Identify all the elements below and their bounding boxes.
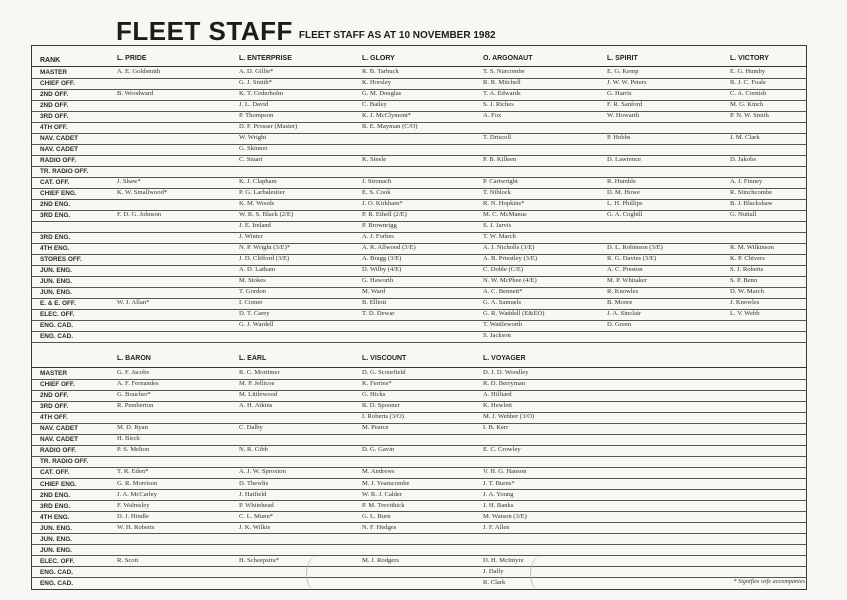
ship-header: O. ARGONAUT — [483, 55, 533, 62]
staff-name: P. Cartwright — [483, 178, 518, 185]
staff-name: G. R. Waddell (E&EO) — [483, 310, 545, 317]
rank-label: NAV. CADET — [40, 425, 78, 433]
staff-name: D. Lawrence — [607, 156, 642, 163]
staff-name: J. Stronach — [362, 178, 392, 185]
staff-name: J. Dally — [483, 567, 504, 575]
staff-name: R. G. Davies (3/E) — [607, 255, 657, 262]
staff-name: P. R. Ethell (2/E) — [362, 211, 407, 218]
staff-name: R. R. Mitchell — [483, 79, 521, 86]
staff-name: J. W. W. Peters — [607, 79, 647, 86]
staff-name: J. H. Banks — [483, 501, 514, 509]
staff-name: C. Doble (C/E) — [483, 266, 524, 273]
staff-name: P. B. Killeen — [483, 156, 517, 163]
staff-name: M. J. Rodgers — [362, 556, 399, 564]
staff-name: A. E. Goldsmith — [117, 68, 161, 75]
staff-name: S. J. Riches — [483, 101, 514, 108]
row-rule — [31, 544, 807, 545]
staff-name: A. J. Nicholls (3/E) — [483, 244, 535, 251]
row-rule — [31, 287, 807, 288]
staff-name: R. D. Berryman — [483, 380, 526, 388]
staff-name: D. Jakobs — [730, 156, 757, 163]
rank-label: MASTER — [40, 370, 67, 377]
staff-name: T. Gordon — [239, 288, 266, 295]
row-rule — [31, 122, 807, 123]
staff-name: N. F. Hedges — [362, 523, 397, 531]
rank-label: 3RD OFF. — [40, 403, 69, 411]
row-rule — [31, 232, 807, 233]
row-rule — [31, 243, 807, 244]
staff-name: E. C. Crowley — [483, 446, 521, 454]
rank-label: JUN. ENG. — [40, 278, 72, 285]
staff-name: G. Skinner — [239, 145, 268, 152]
staff-name: J. A. Sinclair — [607, 310, 642, 317]
staff-name: I. Comer — [239, 299, 263, 306]
rank-label: 2ND OFF. — [40, 102, 69, 109]
staff-name: K. J. Clapham — [239, 178, 277, 185]
rank-label: ELEC. OFF. — [40, 311, 75, 318]
staff-name: D. Thewlis — [239, 479, 269, 487]
ship-header: L. VOYAGER — [483, 355, 526, 362]
rank-label: 4TH OFF. — [40, 124, 68, 131]
staff-name: W. R. S. Black (2/E) — [239, 211, 294, 218]
row-rule — [31, 566, 807, 567]
rank-label: 4TH ENG. — [40, 513, 70, 521]
staff-name: T. W. March — [483, 233, 516, 240]
page-fold-mark — [530, 556, 553, 592]
staff-name: G. Nuttall — [730, 211, 757, 218]
staff-name: M. J. Yeamcombe — [362, 479, 410, 487]
staff-name: M. G. Kinch — [730, 101, 764, 108]
rank-label: CAT. OFF. — [40, 179, 70, 186]
staff-name: W. H. Roberts — [117, 523, 155, 531]
staff-name: F. D. G. Johnson — [117, 211, 162, 218]
staff-name: A. C. Preston — [607, 266, 643, 273]
staff-name: M. P. Whitaker — [607, 277, 647, 284]
staff-name: N. W. McPhee (4/E) — [483, 277, 537, 284]
staff-name: G. Harris — [607, 90, 632, 97]
staff-name: J. Knowles — [730, 299, 760, 306]
rank-label: ENG. CAD. — [40, 333, 74, 340]
staff-name: R. Clark — [483, 578, 506, 586]
staff-name: S. P. Benn — [730, 277, 758, 284]
staff-name: F. R. Sanford — [607, 101, 643, 108]
staff-name: R. D. Spooner — [362, 402, 400, 410]
staff-name: W. J. Allan* — [117, 299, 150, 306]
ship-header: L. BARON — [117, 355, 151, 362]
staff-name: P. G. Larbalestier — [239, 189, 285, 196]
staff-name: P. Thompson — [239, 112, 274, 119]
staff-name: S. Jackson — [483, 332, 511, 339]
staff-name: G. Haworth — [362, 277, 394, 284]
staff-name: A. Hilliard — [483, 391, 512, 399]
staff-name: J. Winter — [239, 233, 263, 240]
staff-name: M. Watson (3/E) — [483, 512, 527, 520]
staff-name: H. Scheepstra* — [239, 556, 279, 564]
staff-name: L. V. Webb — [730, 310, 760, 317]
staff-name: M. Pearce — [362, 424, 389, 432]
staff-name: D. J. D. Woodley — [483, 369, 529, 376]
staff-name: G. A. Coghill — [607, 211, 643, 218]
staff-name: J. A. Young — [483, 490, 514, 498]
staff-name: B. Moore — [607, 299, 633, 306]
staff-name: T. S. Nurcombe — [483, 68, 525, 75]
staff-name: K. T. Cederholm — [239, 90, 284, 97]
staff-name: T. R. Eden* — [117, 468, 149, 476]
staff-name: P. S. Melton — [117, 446, 150, 454]
staff-name: J. Shaw* — [117, 178, 141, 185]
staff-name: A. Fox — [483, 112, 502, 119]
staff-name: W. Wright — [239, 134, 267, 141]
rank-label: JUN. ENG. — [40, 289, 72, 296]
page-fold-mark — [306, 556, 329, 592]
staff-name: G. M. Douglas — [362, 90, 402, 97]
staff-name: T. A. Edwards — [483, 90, 521, 97]
staff-name: J. F. Allen — [483, 523, 510, 531]
staff-name: A. C. Bennett* — [483, 288, 523, 295]
staff-name: A. D. Latham — [239, 266, 276, 273]
staff-name: D. L. Robinson (3/E) — [607, 244, 663, 251]
rank-label: TR. RADIO OFF. — [40, 458, 89, 466]
staff-name: G. J. Wardell — [239, 321, 274, 328]
staff-name: C. Dalby — [239, 424, 263, 432]
staff-name: A. R. Allwood (3/E) — [362, 244, 416, 251]
staff-name: P. N. W. Smith — [730, 112, 769, 119]
rank-label: NAV. CADET — [40, 146, 78, 153]
row-rule — [31, 133, 807, 134]
staff-name: D. Green — [607, 321, 632, 328]
rank-label: MASTER — [40, 69, 67, 76]
row-rule — [31, 533, 807, 534]
row-rule — [31, 177, 807, 178]
staff-name: G. A. Samuels — [483, 299, 522, 306]
rank-label: ENG. CAD. — [40, 568, 74, 576]
staff-name: R. J. C. Foale — [730, 79, 766, 86]
staff-name: G. J. Smith* — [239, 79, 272, 86]
staff-name: B. Woodward — [117, 90, 154, 97]
title-block — [116, 14, 496, 44]
rank-label: STORES OFF. — [40, 256, 82, 263]
staff-name: P. M. Trevithick — [362, 501, 405, 509]
staff-name: T. D. Dewar — [362, 310, 395, 317]
staff-name: K. W. Smallwood* — [117, 189, 168, 196]
rank-label: 2ND OFF. — [40, 392, 69, 400]
staff-name: P. Hobbs — [607, 134, 631, 141]
ship-header: L. VISCOUNT — [362, 355, 407, 362]
row-rule — [31, 221, 807, 222]
staff-name: K. Steele — [362, 156, 387, 163]
staff-name: C. Stuart — [239, 156, 263, 163]
rank-label: 2ND ENG. — [40, 201, 71, 208]
staff-name: D. M. Howe — [607, 189, 640, 196]
staff-name: R. E. Mayman (C/O) — [362, 123, 418, 130]
staff-name: J. L. David — [239, 101, 269, 108]
staff-name: M. P. Jellicoe — [239, 380, 275, 388]
rank-label: E. & E. OFF. — [40, 300, 76, 307]
staff-name: D. Wilby (4/E) — [362, 266, 402, 273]
rank-label: ELEC. OFF. — [40, 557, 75, 565]
staff-name: G. F. Jacobs — [117, 369, 150, 376]
staff-name: W. R. J. Calder — [362, 490, 403, 498]
staff-name: J. K. Wilkie — [239, 523, 271, 531]
staff-name: R. Stinchcombe — [730, 189, 773, 196]
row-rule — [31, 111, 807, 112]
row-rule — [31, 166, 807, 167]
row-rule — [31, 78, 807, 79]
staff-name: J. D. Clifford (3/E) — [239, 255, 290, 262]
staff-name: A. Bragg (3/E) — [362, 255, 402, 262]
staff-name: T. Wattleworth — [483, 321, 523, 328]
staff-name: A. B. Priestley (3/E) — [483, 255, 538, 262]
staff-name: I. Roberts (3/O) — [362, 413, 404, 421]
staff-name: R. M. Wilkinson — [730, 244, 774, 251]
rank-label: ENG. CAD. — [40, 579, 74, 587]
staff-name: M. C. McManus — [483, 211, 527, 218]
staff-name: C. A. Cornish — [730, 90, 767, 97]
rank-label: 3RD ENG. — [40, 234, 71, 241]
staff-name: J. O. Kirkham* — [362, 200, 403, 207]
staff-name: T. Niblock — [483, 189, 512, 196]
staff-name: K. M. Woods — [239, 200, 275, 207]
rank-label: JUN. ENG. — [40, 546, 72, 554]
page-subtitle: FLEET STAFF AS AT 10 NOVEMBER 1982 — [298, 30, 496, 41]
staff-name: C. L. Munn* — [239, 512, 274, 520]
row-rule — [31, 254, 807, 255]
staff-name: S. J. Roberts — [730, 266, 764, 273]
row-rule — [31, 434, 807, 435]
row-rule — [31, 100, 807, 101]
row-rule — [31, 276, 807, 277]
staff-name: A. J. Finney — [730, 178, 763, 185]
rank-label: 3RD OFF. — [40, 113, 69, 120]
page-title: FLEET STAFF — [116, 16, 293, 46]
ship-header: L. EARL — [239, 355, 267, 362]
staff-name: W. Howarth — [607, 112, 639, 119]
staff-name: G. L. Burn — [362, 512, 391, 520]
staff-name: B. J. Blackshaw — [730, 200, 773, 207]
staff-name: R. Scott — [117, 556, 139, 564]
rank-label: JUN. ENG. — [40, 524, 72, 532]
staff-name: B. Elliott — [362, 299, 387, 306]
row-rule — [31, 155, 807, 156]
staff-name: J. E. Ireland — [239, 222, 271, 229]
rank-label: 2ND ENG. — [40, 491, 71, 499]
header-rule — [31, 66, 807, 67]
staff-name: R. Knowles — [607, 288, 639, 295]
ship-header: L. VICTORY — [730, 55, 769, 62]
staff-name: K. Horsley — [362, 79, 391, 86]
staff-name: R. B. Tarbuck — [362, 68, 399, 75]
staff-name: C. Bailey — [362, 101, 387, 108]
staff-name: A. D. Gillie* — [239, 68, 274, 75]
rank-label: 4TH ENG. — [40, 245, 70, 252]
rank-label: 4TH OFF. — [40, 414, 68, 422]
staff-name: K. Hewlett — [483, 402, 512, 410]
rank-label: JUN. ENG. — [40, 267, 72, 274]
staff-name: J. A. McCarley — [117, 490, 157, 498]
rank-label: CHIEF OFF. — [40, 80, 75, 87]
staff-name: R. Pemberton — [117, 402, 154, 410]
rank-label: CHIEF ENG. — [40, 190, 77, 197]
rank-label: NAV. CADET — [40, 436, 78, 444]
staff-name: R. C. Mortimer — [239, 369, 280, 376]
row-rule — [31, 309, 807, 310]
rank-label: CAT. OFF. — [40, 469, 70, 477]
staff-name: M. Andrews — [362, 468, 395, 476]
staff-name: A. H. Atkins — [239, 402, 273, 410]
rank-label: JUN. ENG. — [40, 535, 72, 543]
staff-name: D. G. Scourfield — [362, 369, 406, 376]
staff-name: M. Littlewood — [239, 391, 278, 399]
ship-header: L. ENTERPRISE — [239, 55, 292, 62]
ship-header: L. GLORY — [362, 55, 395, 62]
staff-name: J. Hatfield — [239, 490, 267, 498]
row-rule — [31, 199, 807, 200]
staff-name: M. Stokes — [239, 277, 266, 284]
footnote: * Signifies wife accompanies — [733, 578, 805, 585]
staff-name: E. G. Kemp — [607, 68, 639, 75]
staff-name: G. R. Morrison — [117, 479, 158, 487]
staff-name: E. G. Humby — [730, 68, 766, 75]
staff-name: D. H. McIntyre — [483, 556, 524, 564]
staff-name: P. Whitehead — [239, 501, 274, 509]
staff-name: L. H. Phillips — [607, 200, 643, 207]
staff-name: D. W. March — [730, 288, 765, 295]
row-rule — [31, 265, 807, 266]
rank-label: RADIO OFF. — [40, 157, 77, 164]
row-rule — [31, 577, 807, 578]
rank-label: CHIEF ENG. — [40, 480, 77, 488]
rank-label: TR. RADIO OFF. — [40, 168, 89, 175]
staff-name: H. Birch — [117, 435, 140, 443]
row-rule — [31, 342, 807, 343]
row-rule — [31, 331, 807, 332]
staff-name: G. Boucher* — [117, 391, 151, 399]
rank-header: RANK — [40, 57, 61, 64]
staff-name: R. Humble — [607, 178, 636, 185]
row-rule — [31, 456, 807, 457]
staff-name: A. F. Fernandes — [117, 380, 159, 388]
staff-name: P. Brownrigg — [362, 222, 397, 229]
staff-name: N. P. Wright (3/E)* — [239, 244, 291, 251]
staff-name: M. Ward — [362, 288, 386, 295]
rank-label: 2ND OFF. — [40, 91, 69, 98]
ship-header: L. SPIRIT — [607, 55, 638, 62]
staff-name: S. J. Jarvis — [483, 222, 512, 229]
staff-name: D. G. Gavin — [362, 446, 395, 454]
rank-label: NAV. CADET — [40, 135, 78, 142]
staff-name: R. N. Hopkins* — [483, 200, 525, 207]
staff-name: D. T. Carey — [239, 310, 270, 317]
staff-name: G. Hicks — [362, 391, 386, 399]
row-rule — [31, 144, 807, 145]
staff-name: J. M. Clark — [730, 134, 760, 141]
staff-name: A. J. Forbes — [362, 233, 394, 240]
rank-label: CHIEF OFF. — [40, 381, 75, 389]
staff-name: T. Driscoll — [483, 134, 512, 141]
rank-label: 3RD ENG. — [40, 212, 71, 219]
staff-name: F. Walmsley — [117, 501, 150, 509]
row-rule — [31, 412, 807, 413]
rank-label: ENG. CAD. — [40, 322, 74, 329]
rank-label: RADIO OFF. — [40, 447, 77, 455]
staff-name: A. J. W. Sproxton — [239, 468, 286, 476]
staff-name: I. B. Kerr — [483, 424, 509, 432]
staff-name: J. T. Burns* — [483, 479, 515, 487]
row-rule — [31, 555, 807, 556]
rank-label: 3RD ENG. — [40, 502, 71, 510]
staff-name: M. J. Webber (3/O) — [483, 413, 535, 421]
staff-name: M. D. Ryan — [117, 424, 148, 432]
row-rule — [31, 320, 807, 321]
staff-name: D. J. Hindle — [117, 512, 149, 520]
staff-name: E. S. Cook — [362, 189, 391, 196]
staff-name: K. Ferries* — [362, 380, 392, 388]
staff-name: K. J. McClymont* — [362, 112, 412, 119]
staff-name: N. R. Gibb — [239, 446, 268, 454]
staff-name: K. P. Chivers — [730, 255, 765, 262]
staff-name: D. F. Prosser (Master) — [239, 123, 298, 130]
ship-header: L. PRIDE — [117, 55, 147, 62]
staff-name: V. H. G. Hanson — [483, 468, 527, 476]
header-rule — [31, 367, 807, 368]
